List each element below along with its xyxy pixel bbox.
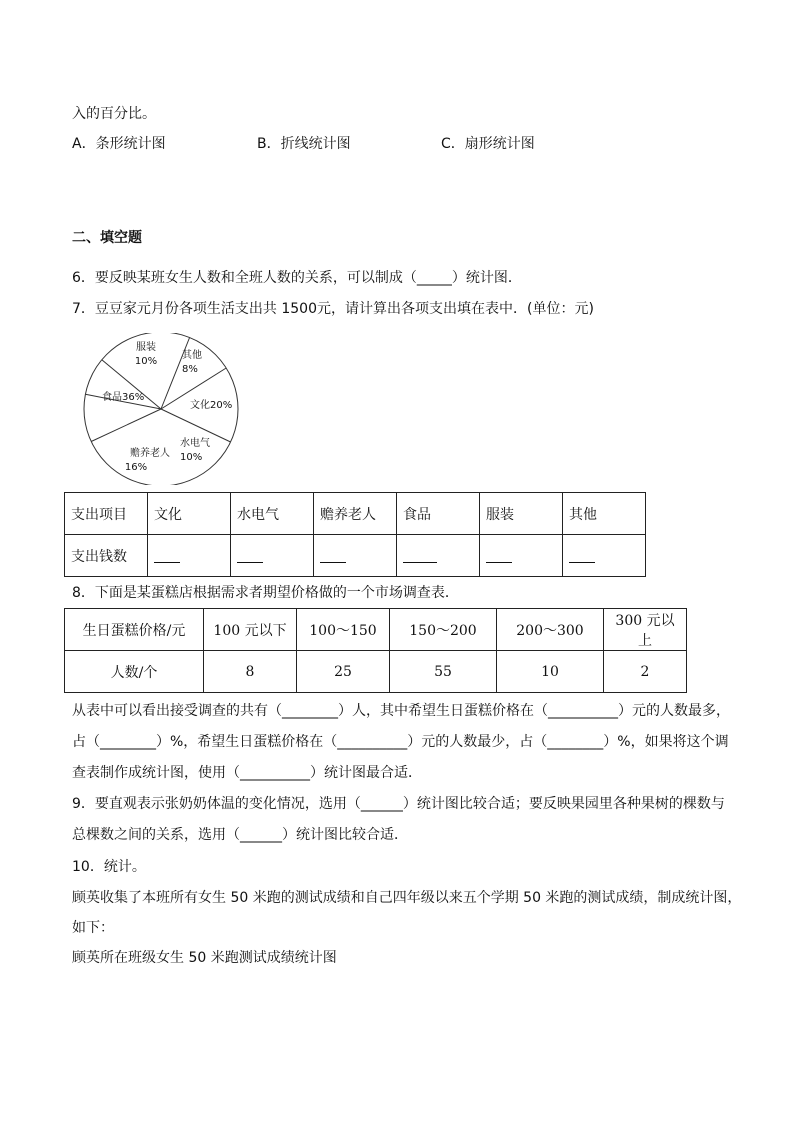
row-header-count: 人数/个 [65,651,204,693]
expense-pie-chart [80,333,242,485]
question-9-line-1: 9．要直观表示张奶奶体温的变化情况，选用（______）统计图比较合适；要反映果园里各种果树的棵数与 [72,796,725,812]
pie-slice-lines [85,338,233,443]
item-other: 其他 [563,493,646,535]
slice-pct-utilities: 10% [180,452,203,463]
price-cell: 100～150 [297,609,390,651]
slice-label-culture: 文化20% [190,400,233,411]
item-clothing: 服装 [480,493,563,535]
table-row [65,535,646,577]
slice-label-food: 食品36% [102,392,145,403]
question-6: 6．要反映某班女生人数和全班人数的关系，可以制成（_____）统计图． [72,270,522,286]
answer-blank[interactable] [397,535,480,577]
question-8-line-1: 从表中可以看出接受调查的共有（________）人，其中希望生日蛋糕价格在（__________）元的人数最多， [72,703,730,719]
row-header-price: 生日蛋糕价格/元 [65,609,204,651]
option-a[interactable]: A．条形统计图 [72,136,166,152]
question-10-chart-title: 顾英所在班级女生 50 米跑测试成绩统计图 [72,950,337,966]
count-cell: 2 [604,651,687,693]
table-row [65,609,687,651]
option-b[interactable]: B．折线统计图 [257,136,351,152]
option-c[interactable]: C．扇形统计图 [441,136,535,152]
question-10-line-1: 顾英收集了本班所有女生 50 米跑的测试成绩和自己四年级以来五个学期 50 米跑的测试成绩，制成统计图， [72,890,742,906]
question-10-line-2: 如下： [72,920,114,936]
count-cell: 8 [204,651,297,693]
question-9-line-2: 总棵数之间的关系，选用（______）统计图比较合适． [72,827,408,843]
question-8-line-2: 占（________）%，希望生日蛋糕价格在（__________）元的人数最少，占（________）%，如果将这个调 [72,734,729,750]
pie-slice-boundary [91,409,161,442]
slice-pct-other: 8% [182,364,198,375]
item-food: 食品 [397,493,480,535]
slice-label-utilities: 水电气 [180,438,210,449]
section-title: 二、填空题 [72,230,142,246]
item-culture: 文化 [148,493,231,535]
slice-label-elder: 赡养老人 [130,448,170,459]
answer-blank[interactable] [480,535,563,577]
question-8: 8．下面是某蛋糕店根据需求者期望价格做的一个市场调查表． [72,585,459,601]
count-cell: 25 [297,651,390,693]
price-cell: 300 元以上 [604,609,687,651]
price-cell: 150～200 [390,609,497,651]
expense-table [64,492,646,577]
intro-tail: 入的百分比。 [72,106,156,122]
slice-label-other: 其他 [182,350,202,361]
answer-blank[interactable] [563,535,646,577]
question-8-line-3: 查表制作成统计图，使用（__________）统计图最合适． [72,765,422,781]
price-cell: 100 元以下 [204,609,297,651]
price-cell: 200～300 [497,609,604,651]
slice-pct-clothing: 10% [134,356,158,367]
cake-survey-table [64,608,687,693]
table-row [65,651,687,693]
answer-blank[interactable] [231,535,314,577]
slice-label-clothing: 服装 [136,342,156,353]
slice-pct-elder: 16% [124,462,148,473]
row-header-amount: 支出钱数 [65,535,148,577]
question-7: 7．豆豆家元月份各项生活支出共 1500元，请计算出各项支出填在表中．(单位：元) [72,301,594,317]
item-elder: 赡养老人 [314,493,397,535]
table-row [65,493,646,535]
answer-blank[interactable] [148,535,231,577]
item-utilities: 水电气 [231,493,314,535]
count-cell: 10 [497,651,604,693]
question-10: 10．统计。 [72,859,146,875]
count-cell: 55 [390,651,497,693]
row-header-item: 支出项目 [65,493,148,535]
answer-blank[interactable] [314,535,397,577]
